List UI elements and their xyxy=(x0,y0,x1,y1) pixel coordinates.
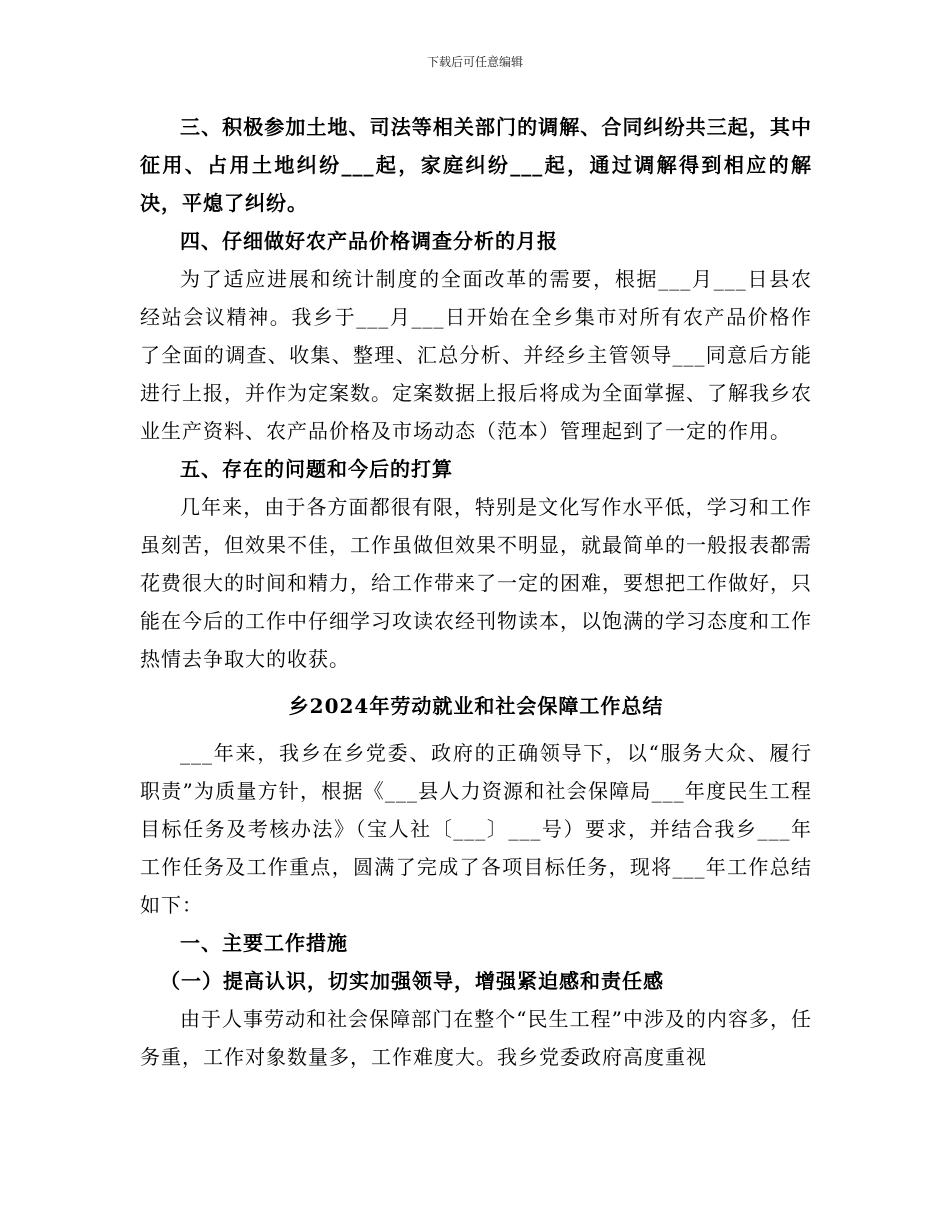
heading-problems-plans: 五、存在的问题和今后的打算 xyxy=(180,457,453,481)
section-title: 乡2024年劳动就业和社会保障工作总结 xyxy=(288,694,664,718)
heading-main-measures: 一、主要工作措施 xyxy=(180,931,348,955)
paragraph-land-disputes: 三、积极参加土地、司法等相关部门的调解、合同纠纷共三起，其中征用、占用土地纠纷___起，家庭纠纷___起，通过调解得到相应的解决，平熄了纠纷。 xyxy=(140,115,812,215)
paragraph-intro: ___年来，我乡在乡党委、政府的正确领导下，以“服务大众、履行职责”为质量方针，根据《___县人力资源和社会保障局___年度民生工程目标任务及考核办法》（宝人社〔___〕___号）要求，并结合我乡___年工作任务及工作重点，圆满了完成了各项目标任务，现将___年工作总结如下： xyxy=(140,741,812,917)
heading-price-survey: 四、仔细做好农产品价格调查分析的月报 xyxy=(180,229,558,253)
heading-measure-1: （一）提高认识，切实加强领导，增强紧迫感和责任感 xyxy=(160,969,664,993)
paragraph-measure-1: 由于人事劳动和社会保障部门在整个“民生工程”中涉及的内容多，任务重，工作对象数量多，工作难度大。我乡党委政府高度重视 xyxy=(140,1007,812,1069)
document-body xyxy=(140,108,812,1076)
paragraph-problems-plans: 几年来，由于各方面都很有限，特别是文化写作水平低，学习和工作虽刻苦，但效果不佳，工作虽做但效果不明显，就最简单的一般报表都需花费很大的时间和精力，给工作带来了一定的困难，要想把工作做好，只能在今后的工作中仔细学习攻读农经刊物读本，以饱满的学习态度和工作热情去争取大的收获。 xyxy=(140,495,812,671)
paragraph-price-survey: 为了适应进展和统计制度的全面改革的需要，根据___月___日县农经站会议精神。我乡于___月___日开始在全乡集市对所有农产品价格作了全面的调查、收集、整理、汇总分析、并经乡主管领导___同意后方能进行上报，并作为定案数。定案数据上报后将成为全面掌握、了解我乡农业生产资料、农产品价格及市场动态（范本）管理起到了一定的作用。 xyxy=(140,267,812,443)
page-header: 下载后可任意编辑 xyxy=(426,55,523,69)
